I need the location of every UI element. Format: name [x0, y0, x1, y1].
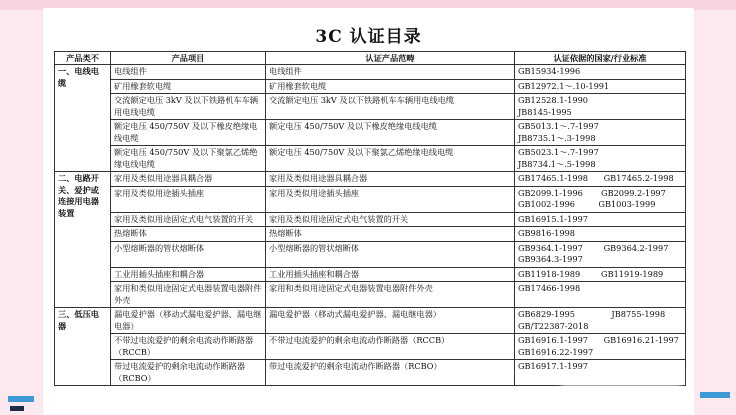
standard-cell [515, 241, 686, 267]
standard-cell [515, 94, 686, 120]
product-item-cell: 家用及类似用途固定式电气装置的开关 [111, 212, 266, 227]
column-header-standard: 认证依据的国家/行业标准 [515, 52, 686, 65]
product-item-cell: 带过电流爱护的剩余电流动作断路器（RCBO） [111, 360, 266, 386]
table-row [55, 120, 686, 146]
column-header-scope: 认证产品范畴 [266, 52, 515, 65]
standard-cell [515, 212, 686, 227]
product-scope-cell: 交流额定电压 3kV 及以下铁路机车车辆用电线电缆 [266, 94, 515, 120]
standard-code: GB16916.22-1997 [518, 346, 594, 357]
column-header-item: 产品项目 [111, 52, 266, 65]
standard-code: GB17465.1-1998 GB17465.2-1998 [518, 173, 674, 183]
product-item-cell: 家用及类似用途器具耦合器 [111, 172, 266, 187]
standard-code: GB16915.1-1997 [518, 213, 589, 224]
category-cell: 二、电路开关、爱护或连接用电器装置 [55, 172, 111, 308]
background-dash [10, 406, 24, 411]
table-row [55, 79, 686, 94]
standard-code: GB/T22387-2018 [518, 320, 589, 331]
background-dash [8, 396, 34, 402]
table-row [55, 172, 686, 187]
standard-code: GB9364.1-1997 GB9364.2-1997 [518, 242, 669, 253]
standard-code: GB15934-1996 [518, 66, 581, 76]
column-header-category: 产品类不 [55, 52, 111, 65]
product-item-cell: 电线组件 [111, 65, 266, 80]
product-item-cell: 交流额定电压 3kV 及以下铁路机车车辆用电线电缆 [111, 94, 266, 120]
standard-code: JB8735.1～.3-1998 [518, 132, 596, 143]
standard-code: JB8145-1995 [518, 106, 572, 117]
product-scope-cell: 矿用橡套软电缆 [266, 79, 515, 94]
product-item-cell: 小型熔断器的管状熔断体 [111, 241, 266, 267]
product-item-cell: 额定电压 450/750V 及以下聚氯乙烯绝缘电线电缆 [111, 146, 266, 172]
product-scope-cell: 漏电爱护器（移动式漏电爱护器、漏电继电器） [266, 308, 515, 334]
table-row [55, 65, 686, 80]
standard-cell [515, 172, 686, 187]
standard-cell [515, 227, 686, 242]
standard-code: GB11918-1989 GB11919-1989 [518, 268, 664, 279]
table-row [55, 186, 686, 212]
product-item-cell: 热熔断体 [111, 227, 266, 242]
standard-cell [515, 146, 686, 172]
product-scope-cell: 小型熔断器的管状熔断体 [266, 241, 515, 267]
product-scope-cell: 家用及类似用途器具耦合器 [266, 172, 515, 187]
product-item-cell: 额定电压 450/750V 及以下橡皮绝缘电线电缆 [111, 120, 266, 146]
standard-cell [515, 334, 686, 360]
product-scope-cell: 家用及类似用途固定式电气装置的开关 [266, 212, 515, 227]
standard-code: JB8734.1～.5-1998 [518, 158, 596, 169]
standard-code: GB9816-1998 [518, 228, 575, 238]
category-cell: 三、低压电器 [55, 308, 111, 386]
standard-cell [515, 120, 686, 146]
standard-code: GB12528.1-1990 [518, 95, 589, 105]
product-scope-cell: 电线组件 [266, 65, 515, 80]
standard-code: GB9364.3-1997 [518, 254, 583, 264]
standard-cell [515, 79, 686, 94]
standard-cell [515, 308, 686, 334]
product-scope-cell: 不带过电流爱护的剩余电流动作断路器（RCCB） [266, 334, 515, 360]
product-item-cell: 工业用插头插座和耦合器 [111, 267, 266, 282]
table-row [55, 282, 686, 308]
standard-cell [515, 65, 686, 80]
standard-code: GB17466-1998 [518, 283, 581, 293]
certification-table [54, 51, 686, 386]
standard-cell [515, 186, 686, 212]
product-scope-cell: 家用和类似用途固定式电器装置电器附件外壳 [266, 282, 515, 308]
standard-code: GB12972.1～.10-1991 [518, 80, 610, 91]
standard-code: GB6829-1995 JB8755-1998 [518, 309, 666, 319]
standard-code: GB1002-1996 GB1003-1999 [518, 199, 656, 209]
table-row [55, 227, 686, 242]
product-scope-cell: 额定电压 450/750V 及以下聚氯乙烯绝缘电线电缆 [266, 146, 515, 172]
product-item-cell: 漏电爱护器（移动式漏电爱护器、漏电继电器） [111, 308, 266, 334]
table-row [55, 146, 686, 172]
table-row [55, 267, 686, 282]
product-item-cell: 不带过电流爱护的剩余电流动作断路器（RCCB） [111, 334, 266, 360]
document-page [43, 8, 694, 415]
product-item-cell: 矿用橡套软电缆 [111, 79, 266, 94]
standard-code: GB5013.1～.7-1997 [518, 121, 599, 131]
table-header-row [55, 52, 686, 65]
product-item-cell: 家用及类似用途插头插座 [111, 186, 266, 212]
standard-code: GB5023.1～.7-1997 [518, 147, 599, 157]
standard-code: GB16916.1-1997 GB16916.21-1997 [518, 335, 679, 345]
standard-code: GB2099.1-1996 GB2099.2-1997 [518, 187, 666, 198]
product-scope-cell: 家用及类似用途插头插座 [266, 186, 515, 212]
table-row [55, 241, 686, 267]
standard-cell [515, 267, 686, 282]
page-title: 3C 认证目录 [315, 27, 422, 47]
product-scope-cell: 热熔断体 [266, 227, 515, 242]
product-item-cell: 家用和类似用途固定式电器装置电器附件外壳 [111, 282, 266, 308]
table-row [55, 308, 686, 334]
standard-code: GB16917.1-1997 [518, 361, 589, 371]
product-scope-cell: 工业用插头插座和耦合器 [266, 267, 515, 282]
background-dash [700, 392, 730, 398]
watermark-blur [561, 374, 681, 408]
product-scope-cell: 额定电压 450/750V 及以下橡皮绝缘电线电缆 [266, 120, 515, 146]
product-scope-cell: 带过电流爱护的剩余电流动作断路器（RCBO） [266, 360, 515, 386]
table-row [55, 94, 686, 120]
standard-cell [515, 282, 686, 308]
table-row [55, 212, 686, 227]
category-cell: 一、电线电缆 [55, 65, 111, 172]
table-row [55, 334, 686, 360]
